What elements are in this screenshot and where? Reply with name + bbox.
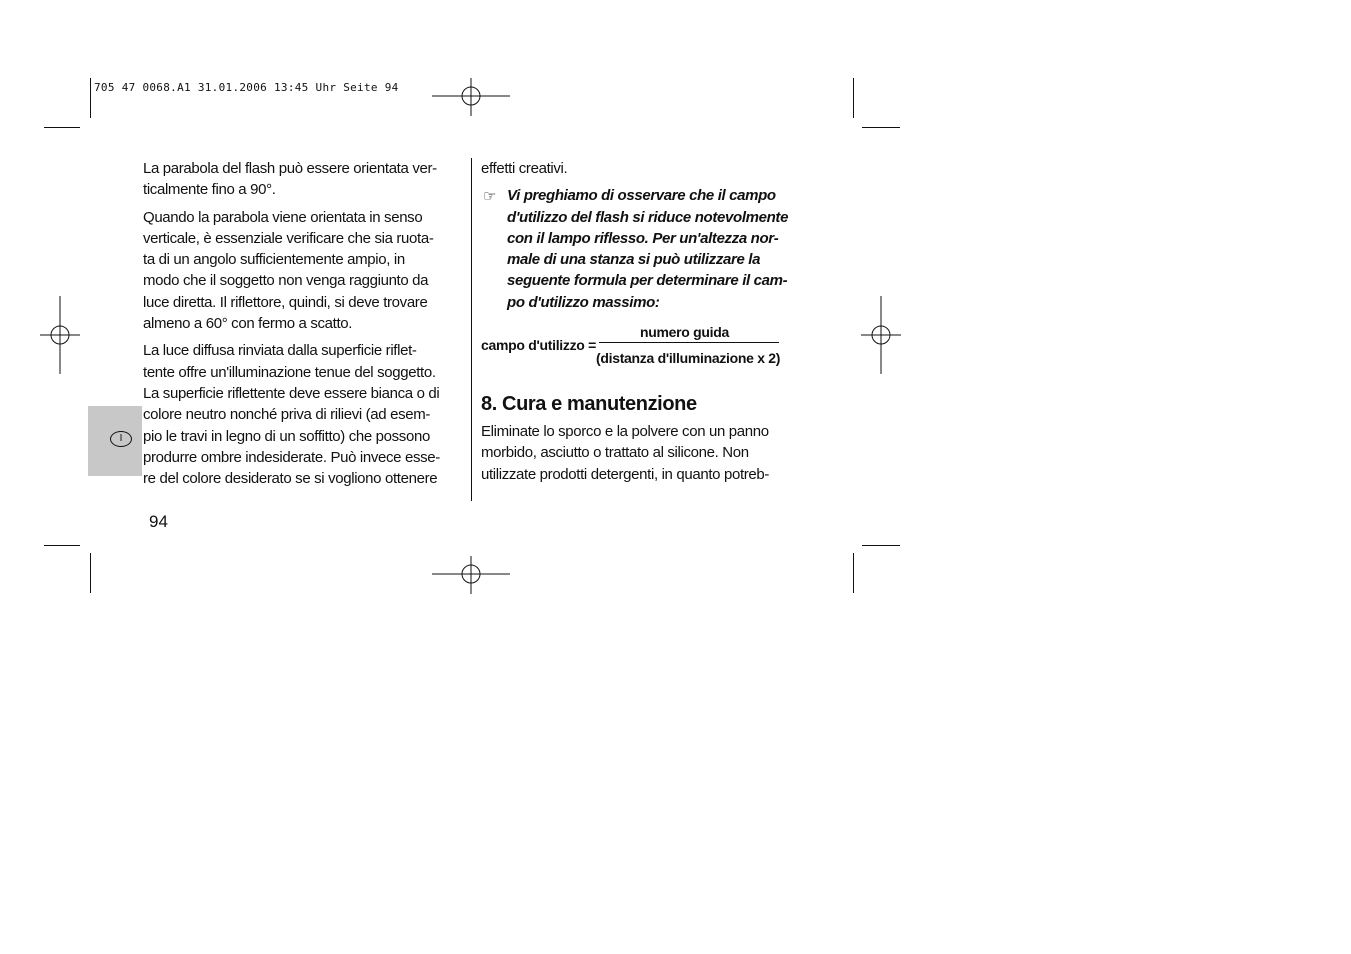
paragraph: La luce diffusa rinviata dalla superficie riflet- tente offre un'illuminazione tenue del soggetto. La superficie riflettente deve essere bianca o di colore neutro nonché priva di rilievi (ad esem- pio le travi in legno di un soffitto) che possono produrre ombre indesiderate. Può invece esse- re del colore desiderato se si vogliono ottenere bbox=[143, 342, 440, 488]
fraction-bar bbox=[599, 342, 779, 343]
registration-mark-top bbox=[432, 78, 512, 118]
language-tab-label: I bbox=[110, 431, 132, 447]
continuation-text: effetti creativi. bbox=[481, 160, 568, 177]
page-number: 94 bbox=[149, 512, 168, 531]
paragraph: La parabola del flash può essere orientata ver- ticalmente fino a 90°. bbox=[143, 160, 437, 199]
pointing-hand-icon: ☞ bbox=[483, 188, 497, 206]
registration-mark-right bbox=[861, 296, 903, 376]
note-block: ☞ Vi preghiamo di osservare che il campo d'utilizzo del flash si riduce notevolmente con il lampo riflesso. Per un'altezza nor- male di una stanza si può utilizzare la seguente formula per determinare il cam- po d'utilizzo massimo: bbox=[483, 187, 789, 311]
section-heading: 8. Cura e manutenzione bbox=[481, 393, 697, 416]
registration-mark-left bbox=[40, 296, 82, 376]
formula-lhs: campo d'utilizzo = bbox=[481, 337, 596, 354]
language-tab bbox=[88, 406, 142, 476]
registration-mark-bottom bbox=[432, 556, 512, 596]
paragraph: Quando la parabola viene orientata in senso verticale, è essenziale verificare che sia ruota- ta di un angolo sufficientemente ampio, in modo che il soggetto non venga raggiunto da luce diretta. Il riflettore, quindi, si deve trovare almeno a 60° con fermo a scatto. bbox=[143, 208, 434, 333]
section-body: Eliminate lo sporco e la polvere con un panno morbido, asciutto o trattato al silicone. Non utilizzate prodotti detergenti, in quanto potreb- bbox=[481, 423, 770, 483]
range-formula bbox=[481, 323, 811, 375]
right-column bbox=[481, 158, 811, 485]
left-column bbox=[143, 158, 463, 495]
print-slug: 705 47 0068.A1 31.01.2006 13:45 Uhr Seite 94 bbox=[94, 81, 399, 94]
formula-denominator: (distanza d'illuminazione x 2) bbox=[596, 350, 781, 367]
formula-numerator: numero guida bbox=[640, 324, 729, 341]
